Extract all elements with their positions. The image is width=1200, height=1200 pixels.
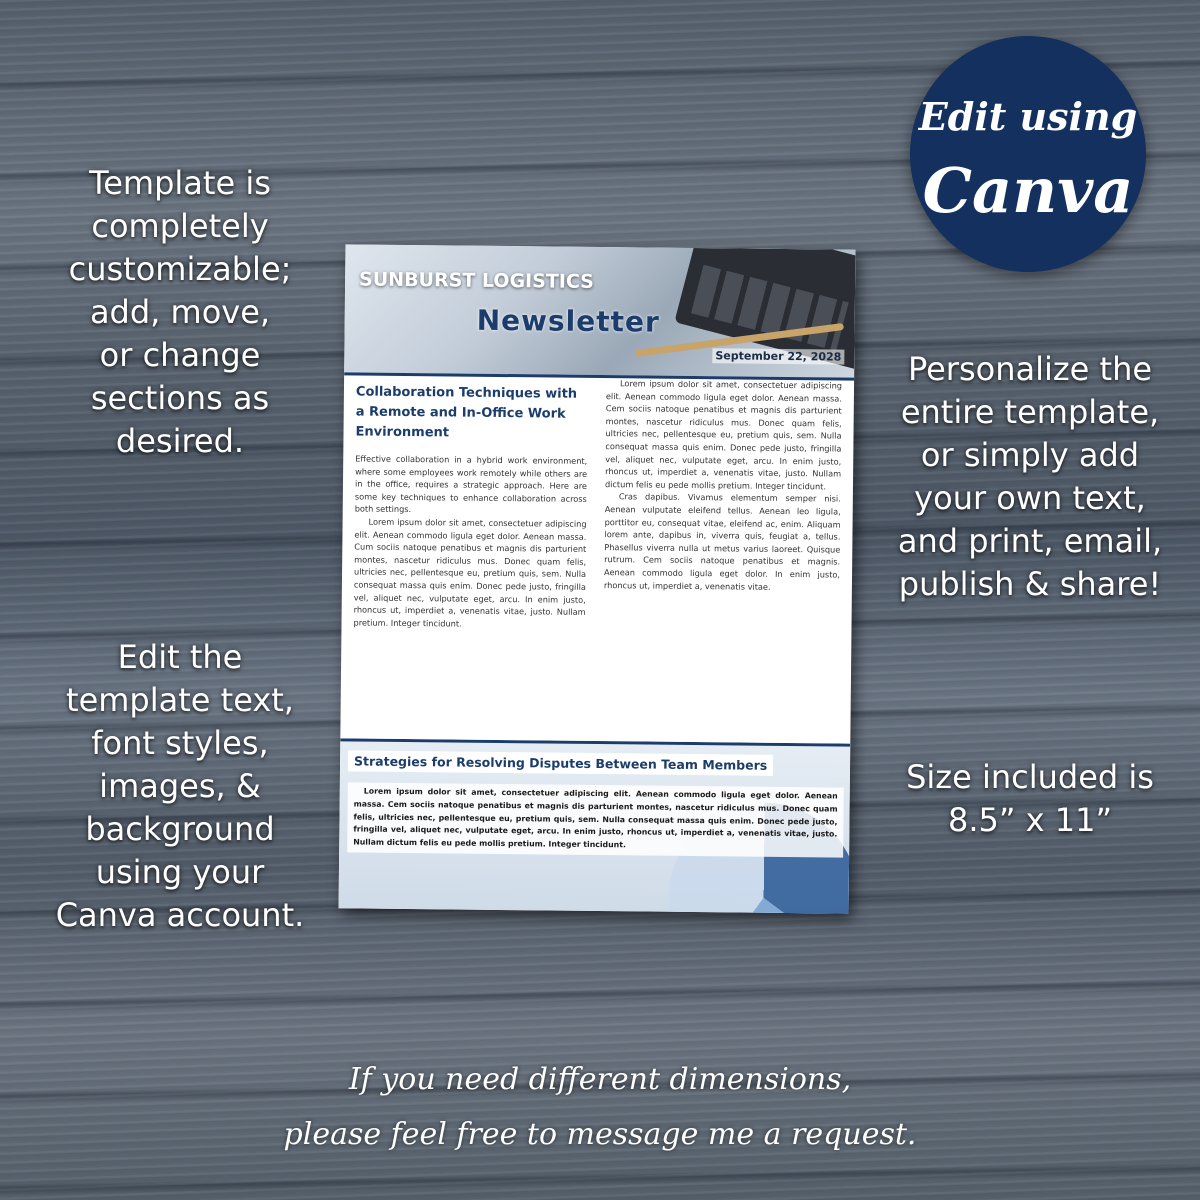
footer-line-1: If you need different dimensions,	[348, 1062, 852, 1097]
bottom-divider	[340, 738, 850, 746]
badge-line-2: Canva	[922, 154, 1134, 227]
custom-dimensions-note	[200, 1052, 1000, 1162]
edit-using-canva-badge	[910, 36, 1146, 272]
badge-line-1: Edit using	[918, 94, 1138, 139]
company-name: SUNBURST LOGISTICS	[359, 268, 594, 293]
customizable-blurb: Template is completely customizable; add, move, or change sections as desired.	[68, 164, 292, 460]
newsletter-header	[344, 244, 855, 377]
newsletter-document	[339, 244, 856, 913]
article-1-paragraph: Lorem ipsum dolor sit amet, consectetuer adipiscing elit. Aenean commodo ligula eget dolor. Aenean massa. Cum sociis natoque penatibus et magnis dis parturient montes, nascetur ridiculus mus. Donec quam felis, ultricies nec, pellentesque eu, pretium quis, sem. Nulla consequat massa quis enim. Donec pede justo, fringilla vel, aliquet nec, vulputate eget, arcu. In enim justo, rhoncus ut, imperdiet a, venenatis vitae, justo. Nullam pretium. Integer tincidunt.	[353, 516, 587, 629]
article-1-paragraph: Cras dapibus. Vivamus elementum semper nisi. Aenean vulputate eleifend tellus. Aenean leo ligula, porttitor eu, consequat vitae, eleifend ac, enim. Aliquam lorem ante, dapibus in, viverra quis, feugiat a, tellus. Phasellus viverra nulla ut metus varius laoreet. Quisque rutrum. Cem sociis natoque penatibus et magnis. Aenean commodo ligula eget dolor. In enim justo, rhoncus ut, imperdiet a, venenatis vitae.	[603, 491, 841, 592]
size-blurb: Size included is 8.5” x 11”	[906, 758, 1154, 839]
newsletter-title: Newsletter	[476, 303, 660, 339]
newsletter-date: September 22, 2028	[712, 348, 844, 364]
article-2-heading: Strategies for Resolving Disputes Between Team Members	[348, 750, 773, 775]
article-1-intro: Effective collaboration in a hybrid work environment, where some employees work remotely while others are in the office, requires a strategic approach. Here are some key techniques to enhance collaboration across both settings.	[354, 453, 588, 515]
edit-blurb: Edit the template text, font styles, images, & background using your Canva account.	[55, 638, 305, 934]
bottom-section	[339, 738, 851, 913]
right-column	[604, 377, 842, 594]
personalize-blurb: Personalize the entire template, or simply add your own text, and print, email, publish & share!	[897, 350, 1163, 603]
article-1-paragraph: Lorem ipsum dolor sit amet, consectetuer adipiscing elit. Aenean commodo ligula eget dolor. Aenean massa. Cem sociis natoque penatibus et magnis dis parturient montes, nascetur ridiculus mus. Donec quam felis, ultricies nec, pellentesque eu, pretium quis, sem. Nulla consequat massa quis enim. Donec pede justo, fringilla vel, aliquet nec, vulputate eget, arcu. In enim justo, rhoncus ut, imperdiet a, venenatis vitae, justo. Nullam dictum felis eu pede mollis pretium. Integer tincidunt.	[604, 378, 843, 492]
footer-line-2: please feel free to message me a request.	[283, 1117, 917, 1152]
left-column	[353, 382, 588, 631]
article-1-heading: Collaboration Techniques with a Remote and In-Office Work Environment	[355, 384, 578, 441]
article-2-body: Lorem ipsum dolor sit amet, consectetuer adipiscing elit. Aenean commodo ligula eget dolor. Aenean massa. Cem sociis natoque penatibus et magnis dis parturient montes, nascetur ridiculus mus. Donec quam felis, ultricies nec, pellentesque eu, pretium quis, sem. Nulla consequat massa quis enim. Donec pede justo, fringilla vel, aliquet nec, vulputate eget, arcu. In enim justo, rhoncus ut, imperdiet a, venenatis vitae, justo. Nullam dictum felis eu pede mollis pretium. Integer tincidunt.	[347, 782, 844, 857]
